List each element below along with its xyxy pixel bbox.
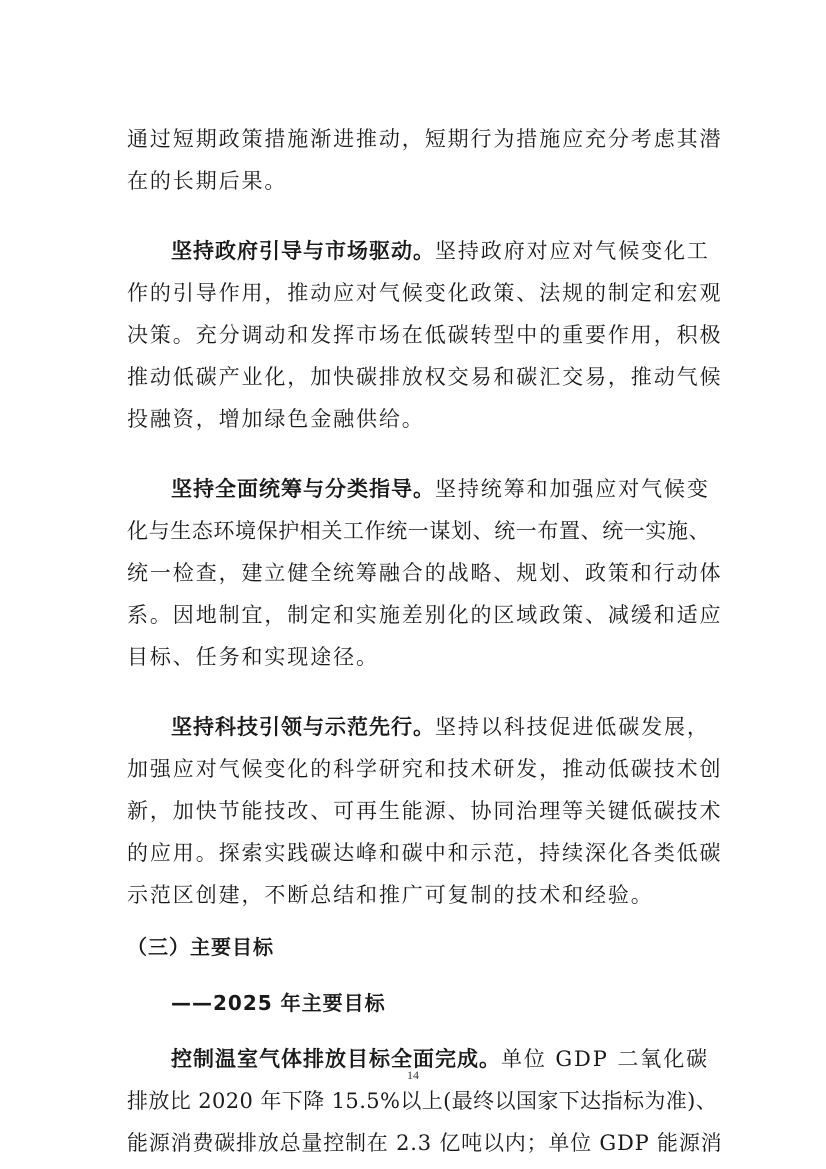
paragraph-line: 坚持政府引导与市场驱动。坚持政府对应对气候变化工 bbox=[171, 239, 710, 263]
paragraph-lead: 控制温室气体排放目标全面完成。 bbox=[171, 1047, 501, 1071]
paragraph-line: 的应用。探索实践碳达峰和碳中和示范，持续深化各类低碳 bbox=[127, 841, 723, 865]
paragraph-line: 控制温室气体排放目标全面完成。单位 GDP 二氧化碳 bbox=[171, 1047, 709, 1071]
paragraph-line: 作的引导作用，推动应对气候变化政策、法规的制定和宏观 bbox=[127, 281, 723, 305]
paragraph-line: 投融资，增加绿色金融供给。 bbox=[127, 407, 425, 431]
paragraph-line: 化与生态环境保护相关工作统一谋划、统一布置、统一实施、 bbox=[127, 519, 711, 543]
paragraph-line: 坚持科技引领与示范先行。坚持以科技促进低碳发展， bbox=[171, 715, 710, 739]
document-body bbox=[127, 118, 723, 1164]
paragraph-line: 坚持全面统筹与分类指导。坚持统筹和加强应对气候变 bbox=[171, 477, 710, 501]
paragraph-lead: 坚持政府引导与市场驱动。 bbox=[171, 239, 435, 263]
paragraph-line: 新，加快节能技改、可再生能源、协同治理等关键低碳技术 bbox=[127, 799, 723, 823]
paragraph-lead: 坚持科技引领与示范先行。 bbox=[171, 715, 435, 739]
section-heading: （三）主要目标 bbox=[127, 935, 274, 959]
paragraph-line: 目标、任务和实现途径。 bbox=[127, 645, 379, 669]
paragraph-line: 排放比 2020 年下降 15.5%以上(最终以国家下达指标为准)、 bbox=[127, 1089, 718, 1113]
page-number: 14 bbox=[407, 1068, 419, 1082]
paragraph-line: 通过短期政策措施渐进推动，短期行为措施应充分考虑其潜 bbox=[127, 127, 723, 151]
paragraph-line: 能源消费碳排放总量控制在 2.3 亿吨以内；单位 GDP 能源消 bbox=[127, 1131, 723, 1155]
paragraph-line: 推动低碳产业化，加快碳排放权交易和碳汇交易，推动气候 bbox=[127, 365, 723, 389]
paragraph-lead: 坚持全面统筹与分类指导。 bbox=[171, 477, 435, 501]
paragraph-line: 加强应对气候变化的科学研究和技术研发，推动低碳技术创 bbox=[127, 757, 723, 781]
paragraph-line: 在的长期后果。 bbox=[127, 169, 288, 193]
subheading: ——2025 年主要目标 bbox=[171, 991, 386, 1015]
paragraph-line: 统一检查，建立健全统筹融合的战略、规划、政策和行动体 bbox=[127, 561, 723, 585]
paragraph-line: 示范区创建，不断总结和推广可复制的技术和经验。 bbox=[127, 883, 654, 907]
paragraph-line: 决策。充分调动和发挥市场在低碳转型中的重要作用，积极 bbox=[127, 323, 723, 347]
paragraph-line: 系。因地制宜，制定和实施差别化的区域政策、减缓和适应 bbox=[127, 603, 723, 627]
